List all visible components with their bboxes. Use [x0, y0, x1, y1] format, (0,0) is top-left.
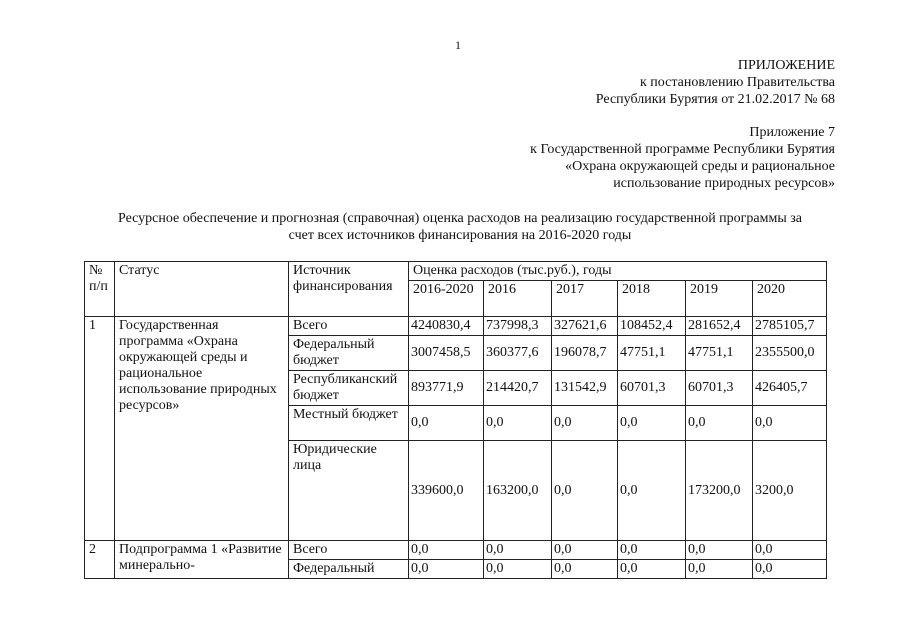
- row-status: Подпрограмма 1 «Развитие минерально-: [115, 541, 289, 579]
- value-cell: 163200,0: [484, 441, 552, 541]
- header-year-total: 2016-2020: [409, 281, 484, 317]
- row-number: 1: [85, 317, 115, 541]
- value-cell: 214420,7: [484, 371, 552, 406]
- annex-header: [530, 124, 835, 192]
- value-cell: 0,0: [686, 560, 753, 579]
- value-cell: 173200,0: [686, 441, 753, 541]
- value-cell: 0,0: [618, 541, 686, 560]
- table-row: [85, 317, 827, 336]
- value-cell: 47751,1: [686, 336, 753, 371]
- value-cell: 0,0: [618, 406, 686, 441]
- header-year-2016: 2016: [484, 281, 552, 317]
- value-cell: 60701,3: [686, 371, 753, 406]
- value-cell: 281652,4: [686, 317, 753, 336]
- row-status: Государственная программа «Охрана окружающей среды и рациональное использование природных ресурсов»: [115, 317, 289, 541]
- document-title: [60, 210, 860, 244]
- value-cell: 0,0: [618, 560, 686, 579]
- value-cell: 0,0: [484, 406, 552, 441]
- source-name: Республиканский бюджет: [289, 371, 409, 406]
- value-cell: 0,0: [753, 406, 827, 441]
- annex-line-4: использование природных ресурсов»: [613, 176, 835, 191]
- approval-header: [596, 57, 835, 108]
- header-year-2018: 2018: [618, 281, 686, 317]
- source-name: Федеральный бюджет: [289, 336, 409, 371]
- header-year-2019: 2019: [686, 281, 753, 317]
- header-source: Источник финансирования: [289, 262, 409, 317]
- value-cell: 0,0: [753, 541, 827, 560]
- value-cell: 0,0: [409, 541, 484, 560]
- table-row: [85, 541, 827, 560]
- value-cell: 3200,0: [753, 441, 827, 541]
- header-estimate: Оценка расходов (тыс.руб.), годы: [409, 262, 827, 281]
- value-cell: 0,0: [552, 541, 618, 560]
- value-cell: 0,0: [484, 560, 552, 579]
- row-number: 2: [85, 541, 115, 579]
- value-cell: 0,0: [409, 560, 484, 579]
- annex-line-2: к Государственной программе Республики Бурятия: [530, 142, 835, 157]
- source-name: Всего: [289, 317, 409, 336]
- value-cell: 0,0: [552, 441, 618, 541]
- value-cell: 0,0: [753, 560, 827, 579]
- annex-line-3: «Охрана окружающей среды и рациональное: [565, 159, 835, 174]
- approval-line-3: Республики Бурятия от 21.02.2017 № 68: [595, 92, 835, 107]
- value-cell: 339600,0: [409, 441, 484, 541]
- header-num: № п/п: [85, 262, 115, 317]
- approval-line-1: ПРИЛОЖЕНИЕ: [737, 58, 835, 73]
- budget-table: [84, 261, 827, 579]
- value-cell: 196078,7: [552, 336, 618, 371]
- value-cell: 47751,1: [618, 336, 686, 371]
- title-line-2: счет всех источников финансирования на 2016-2020 годы: [288, 228, 632, 243]
- value-cell: 108452,4: [618, 317, 686, 336]
- value-cell: 131542,9: [552, 371, 618, 406]
- source-name: Всего: [289, 541, 409, 560]
- value-cell: 2355500,0: [753, 336, 827, 371]
- approval-line-2: к постановлению Правительства: [639, 75, 835, 90]
- value-cell: 0,0: [686, 406, 753, 441]
- value-cell: 893771,9: [409, 371, 484, 406]
- value-cell: 0,0: [552, 406, 618, 441]
- page-number: 1: [455, 38, 461, 52]
- value-cell: 360377,6: [484, 336, 552, 371]
- value-cell: 327621,6: [552, 317, 618, 336]
- source-name: Федеральный: [289, 560, 409, 579]
- value-cell: 737998,3: [484, 317, 552, 336]
- source-name: Юридические лица: [289, 441, 409, 541]
- title-line-1: Ресурсное обеспечение и прогнозная (справочная) оценка расходов на реализацию государственной программы за: [117, 211, 803, 226]
- value-cell: 2785105,7: [753, 317, 827, 336]
- value-cell: 4240830,4: [409, 317, 484, 336]
- annex-line-1: Приложение 7: [749, 125, 835, 140]
- value-cell: 0,0: [552, 560, 618, 579]
- value-cell: 0,0: [409, 406, 484, 441]
- value-cell: 426405,7: [753, 371, 827, 406]
- value-cell: 0,0: [618, 441, 686, 541]
- header-year-2017: 2017: [552, 281, 618, 317]
- header-year-2020: 2020: [753, 281, 827, 317]
- value-cell: 0,0: [686, 541, 753, 560]
- source-name: Местный бюджет: [289, 406, 409, 441]
- header-status: Статус: [115, 262, 289, 317]
- value-cell: 0,0: [484, 541, 552, 560]
- value-cell: 60701,3: [618, 371, 686, 406]
- value-cell: 3007458,5: [409, 336, 484, 371]
